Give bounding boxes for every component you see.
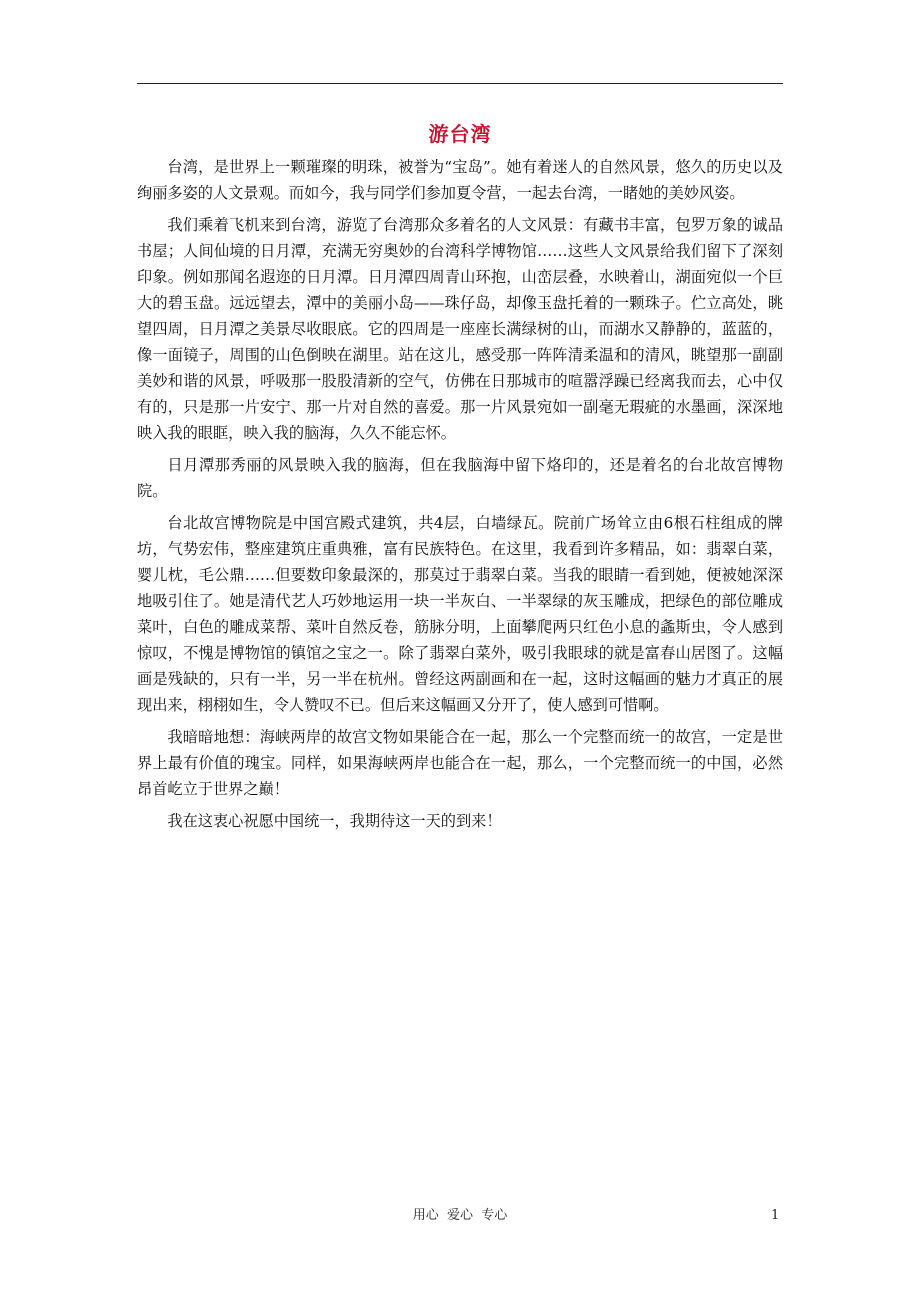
paragraph: 台湾，是世界上一颗璀璨的明珠，被誉为“宝岛”。她有着迷人的自然风景，悠久的历史以及绚丽多姿的人文景观。而如今，我与同学们参加夏令营，一起去台湾，一睹她的美妙风姿。: [137, 158, 783, 202]
page-number: 1: [771, 1208, 780, 1223]
paragraph: 日月潭那秀丽的风景映入我的脑海，但在我脑海中留下烙印的，还是着名的台北故宫博物院。: [137, 456, 783, 500]
paragraph: 我暗暗地想：海峡两岸的故宫文物如果能合在一起，那么一个完整而统一的故宫，一定是世界上最有价值的瑰宝。同样，如果海峡两岸也能合在一起，那么，一个完整而统一的中国，必然昂首屹立于世界之巅！: [137, 728, 783, 798]
paragraph: 我们乘着飞机来到台湾，游览了台湾那众多着名的人文风景：有藏书丰富，包罗万象的诚品书屋；人间仙境的日月潭，充满无穷奥妙的台湾科学博物馆……这些人文风景给我们留下了深刻印象。例如那闻名遐迩的日月潭。日月潭四周青山环抱，山峦层叠，水映着山，湖面宛似一个巨大的碧玉盘。远远望去，潭中的美丽小岛——珠仔岛，却像玉盘托着的一颗珠子。伫立高处，眺望四周，日月潭之美景尽收眼底。它的四周是一座座长满绿树的山，而湖水又静静的，蓝蓝的，像一面镜子，周围的山色倒映在湖里。站在这儿，感受那一阵阵清柔温和的清风，眺望那一副副美妙和谐的风景，呼吸那一股股清新的空气，仿佛在日那城市的喧嚣浮躁已经离我而去，心中仅有的，只是那一片安宁、那一片对自然的喜爱。那一片风景宛如一副毫无瑕疵的水墨画，深深地映入我的眼眶，映入我的脑海，久久不能忘怀。: [137, 216, 783, 442]
article-title: 游台湾: [428, 122, 492, 146]
footer-motto: 用心 爱心 专心: [412, 1208, 508, 1223]
article-body: [137, 118, 783, 840]
paragraph: 台北故宫博物院是中国宫殿式建筑，共4层，白墙绿瓦。院前广场耸立由6根石柱组成的牌坊，气势宏伟，整座建筑庄重典雅，富有民族特色。在这里，我看到许多精品，如：翡翠白菜，婴儿枕，毛公鼎……但要数印象最深的，那莫过于翡翠白菜。当我的眼睛一看到她，便被她深深地吸引住了。她是清代艺人巧妙地运用一块一半灰白、一半翠绿的灰玉雕成，把绿色的部位雕成菜叶，白色的雕成菜帮、菜叶自然反卷，筋脉分明，上面攀爬两只红色小息的螽斯虫，令人感到惊叹，不愧是博物馆的镇馆之宝之一。除了翡翠白菜外，吸引我眼球的就是富春山居图了。这幅画是残缺的，只有一半，另一半在杭州。曾经这两副画和在一起，这时这幅画的魅力才真正的展现出来，栩栩如生，令人赞叹不已。但后来这幅画又分开了，使人感到可惜啊。: [137, 514, 783, 714]
paragraph: 我在这衷心祝愿中国统一，我期待这一天的到来！: [167, 812, 502, 830]
header-rule: [137, 83, 783, 84]
